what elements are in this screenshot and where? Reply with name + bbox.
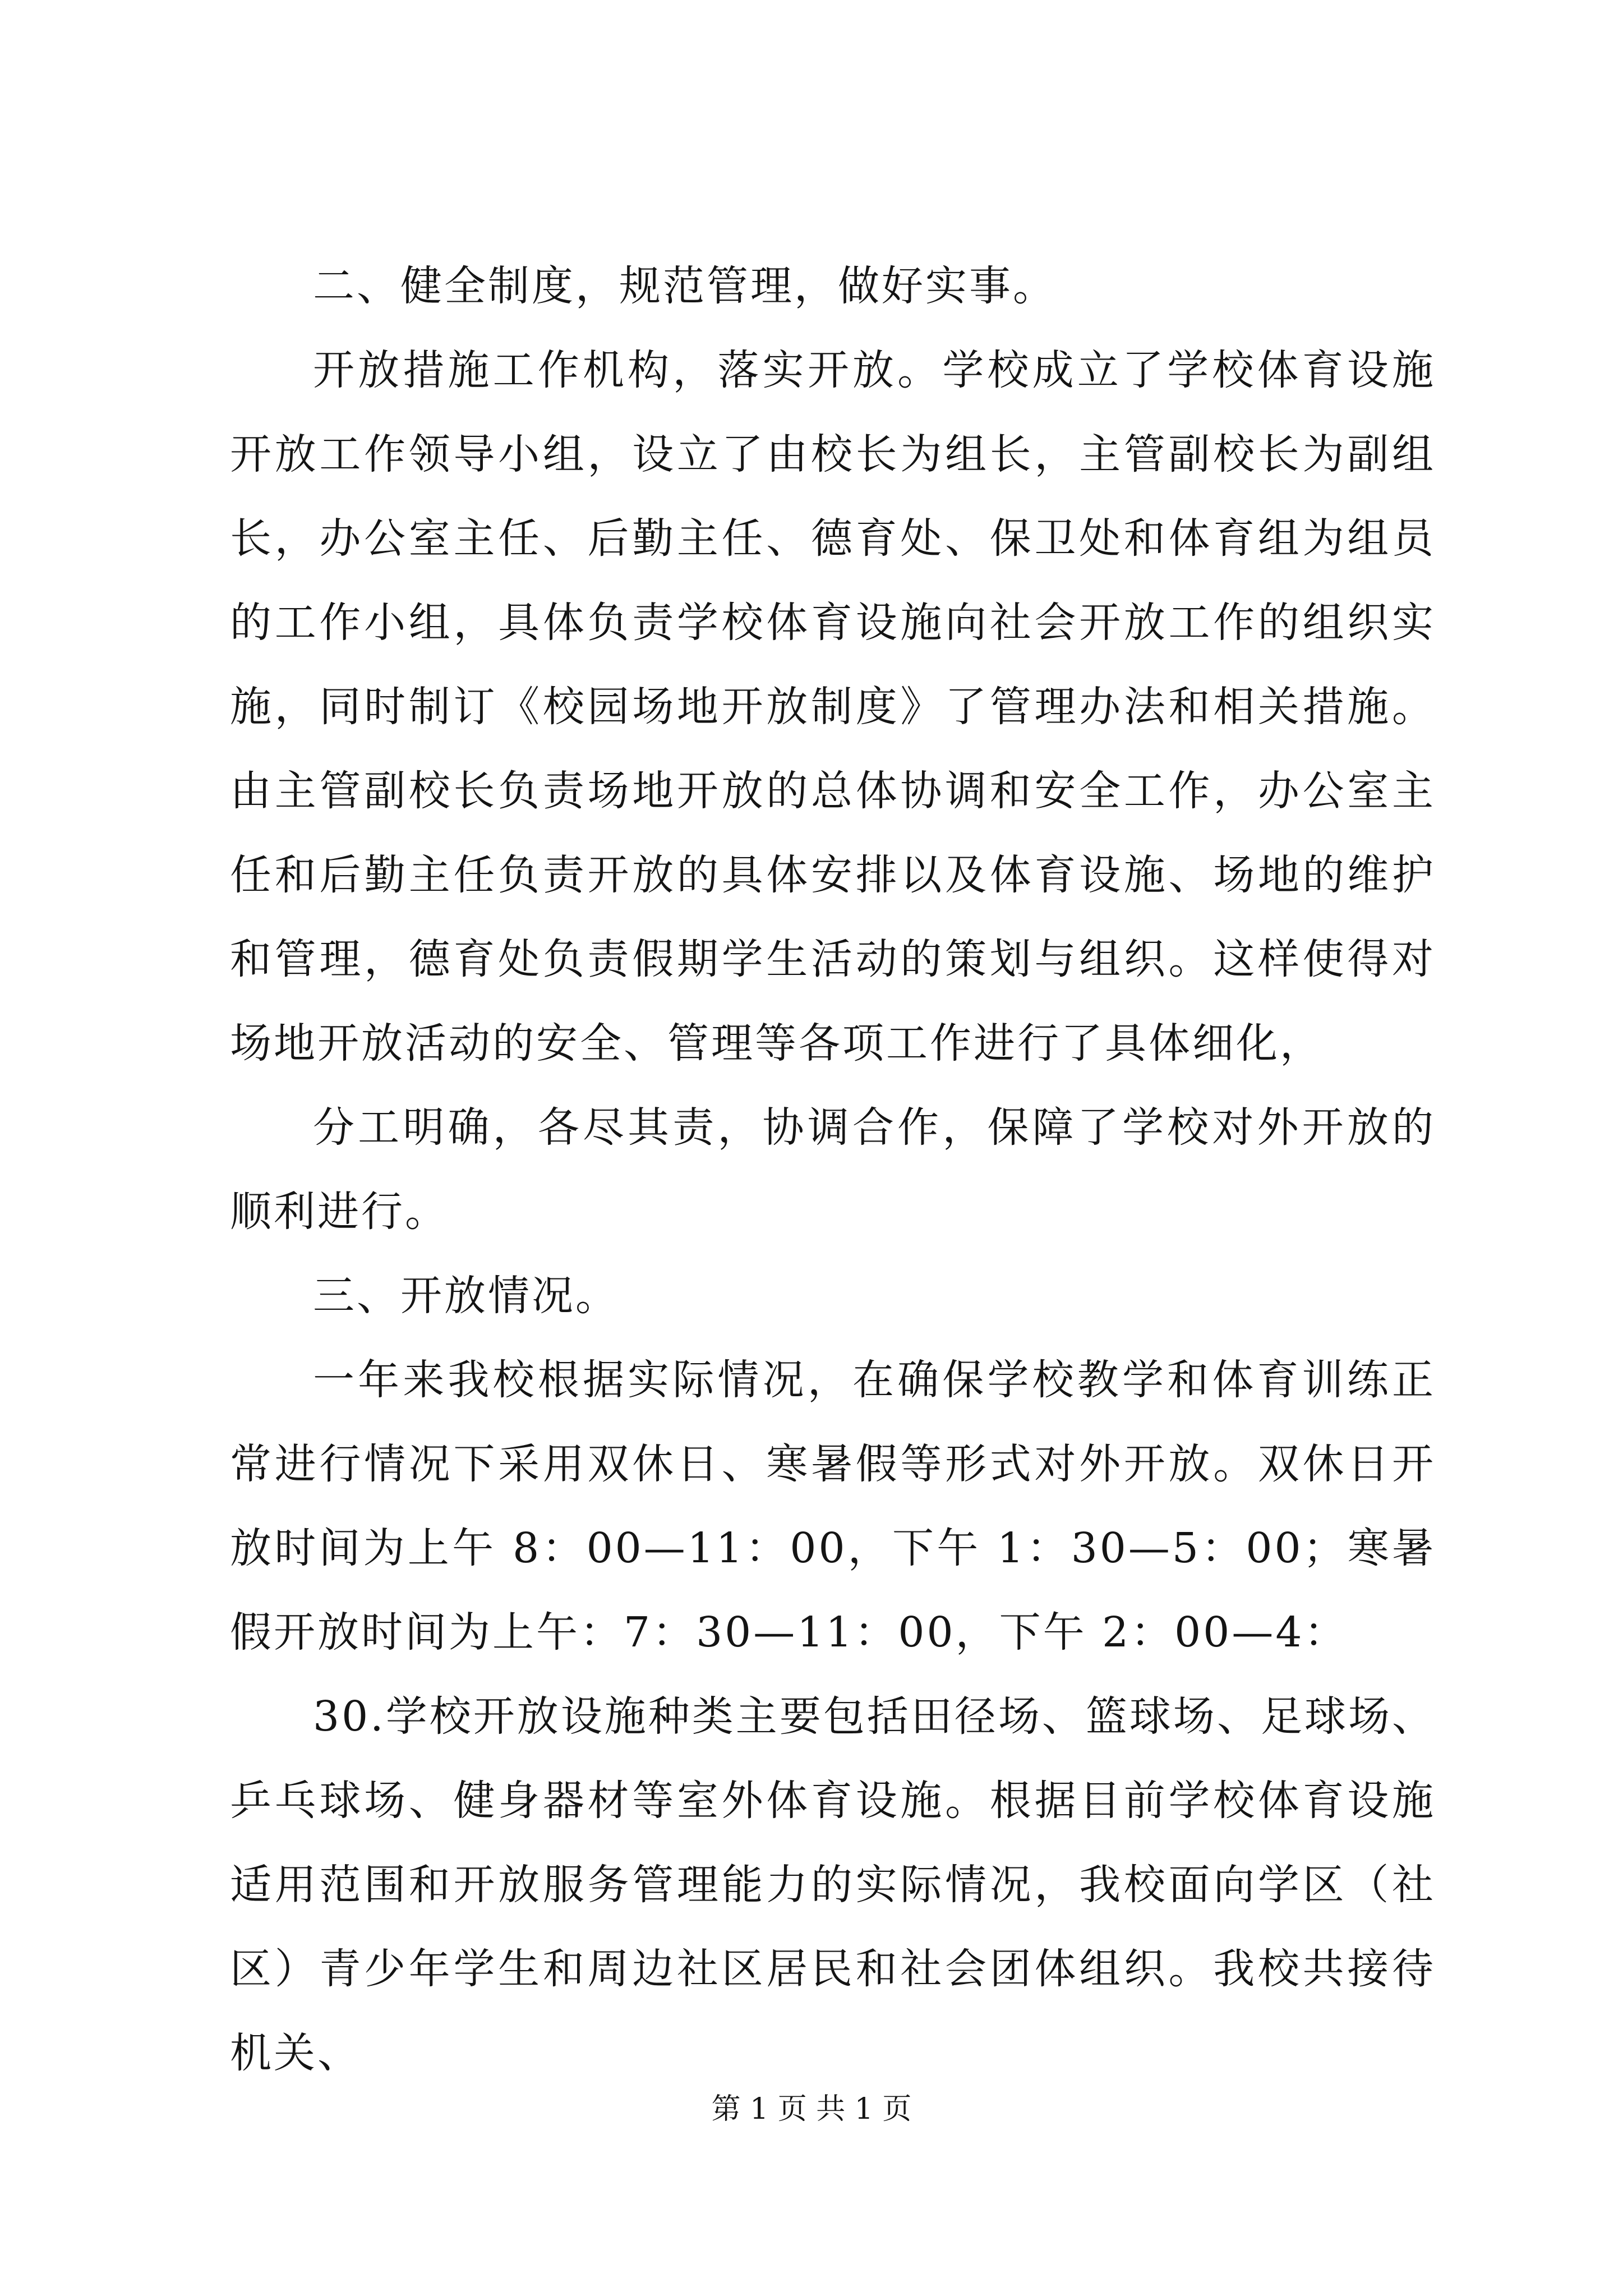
- document-body: [230, 244, 1436, 2095]
- paragraph-division-of-labor: 分工明确，各尽其责，协调合作，保障了学校对外开放的顺利进行。: [230, 1103, 1436, 1236]
- page-footer: 第 1 页 共 1 页: [711, 2092, 912, 2126]
- section-heading-2: 二、健全制度，规范管理，做好实事。: [313, 262, 1057, 310]
- paragraph-organization: 开放措施工作机构，落实开放。学校成立了学校体育设施开放工作领导小组，设立了由校长为组长，主管副校长为副组长，办公室主任、后勤主任、德育处、保卫处和体育组为组员的工作小组，具体负责学校体育设施向社会开放工作的组织实施，同时制订《校园场地开放制度》了管理办法和相关措施。由主管副校长负责场地开放的总体协调和安全工作，办公室主任和后勤主任负责开放的具体安排以及体育设施、场地的维护和管理，德育处负责假期学生活动的策划与组织。这样使得对场地开放活动的安全、管理等各项工作进行了具体细化，: [230, 346, 1436, 1068]
- section-heading-3: 三、开放情况。: [313, 1272, 619, 1320]
- paragraph-opening-hours: 一年来我校根据实际情况，在确保学校教学和体育训练正常进行情况下采用双休日、寒暑假等形式对外开放。双休日开放时间为上午 8：00—11：00，下午 1：30—5：00；寒暑假开放时间为上午：7：30—11：00，下午 2：00—4：: [230, 1356, 1436, 1657]
- paragraph-facilities: 30.学校开放设施种类主要包括田径场、篮球场、足球场、乒乓球场、健身器材等室外体育设施。根据目前学校体育设施适用范围和开放服务管理能力的实际情况，我校面向学区（社区）青少年学生和周边社区居民和社会团体组织。我校共接待机关、: [230, 1692, 1436, 2077]
